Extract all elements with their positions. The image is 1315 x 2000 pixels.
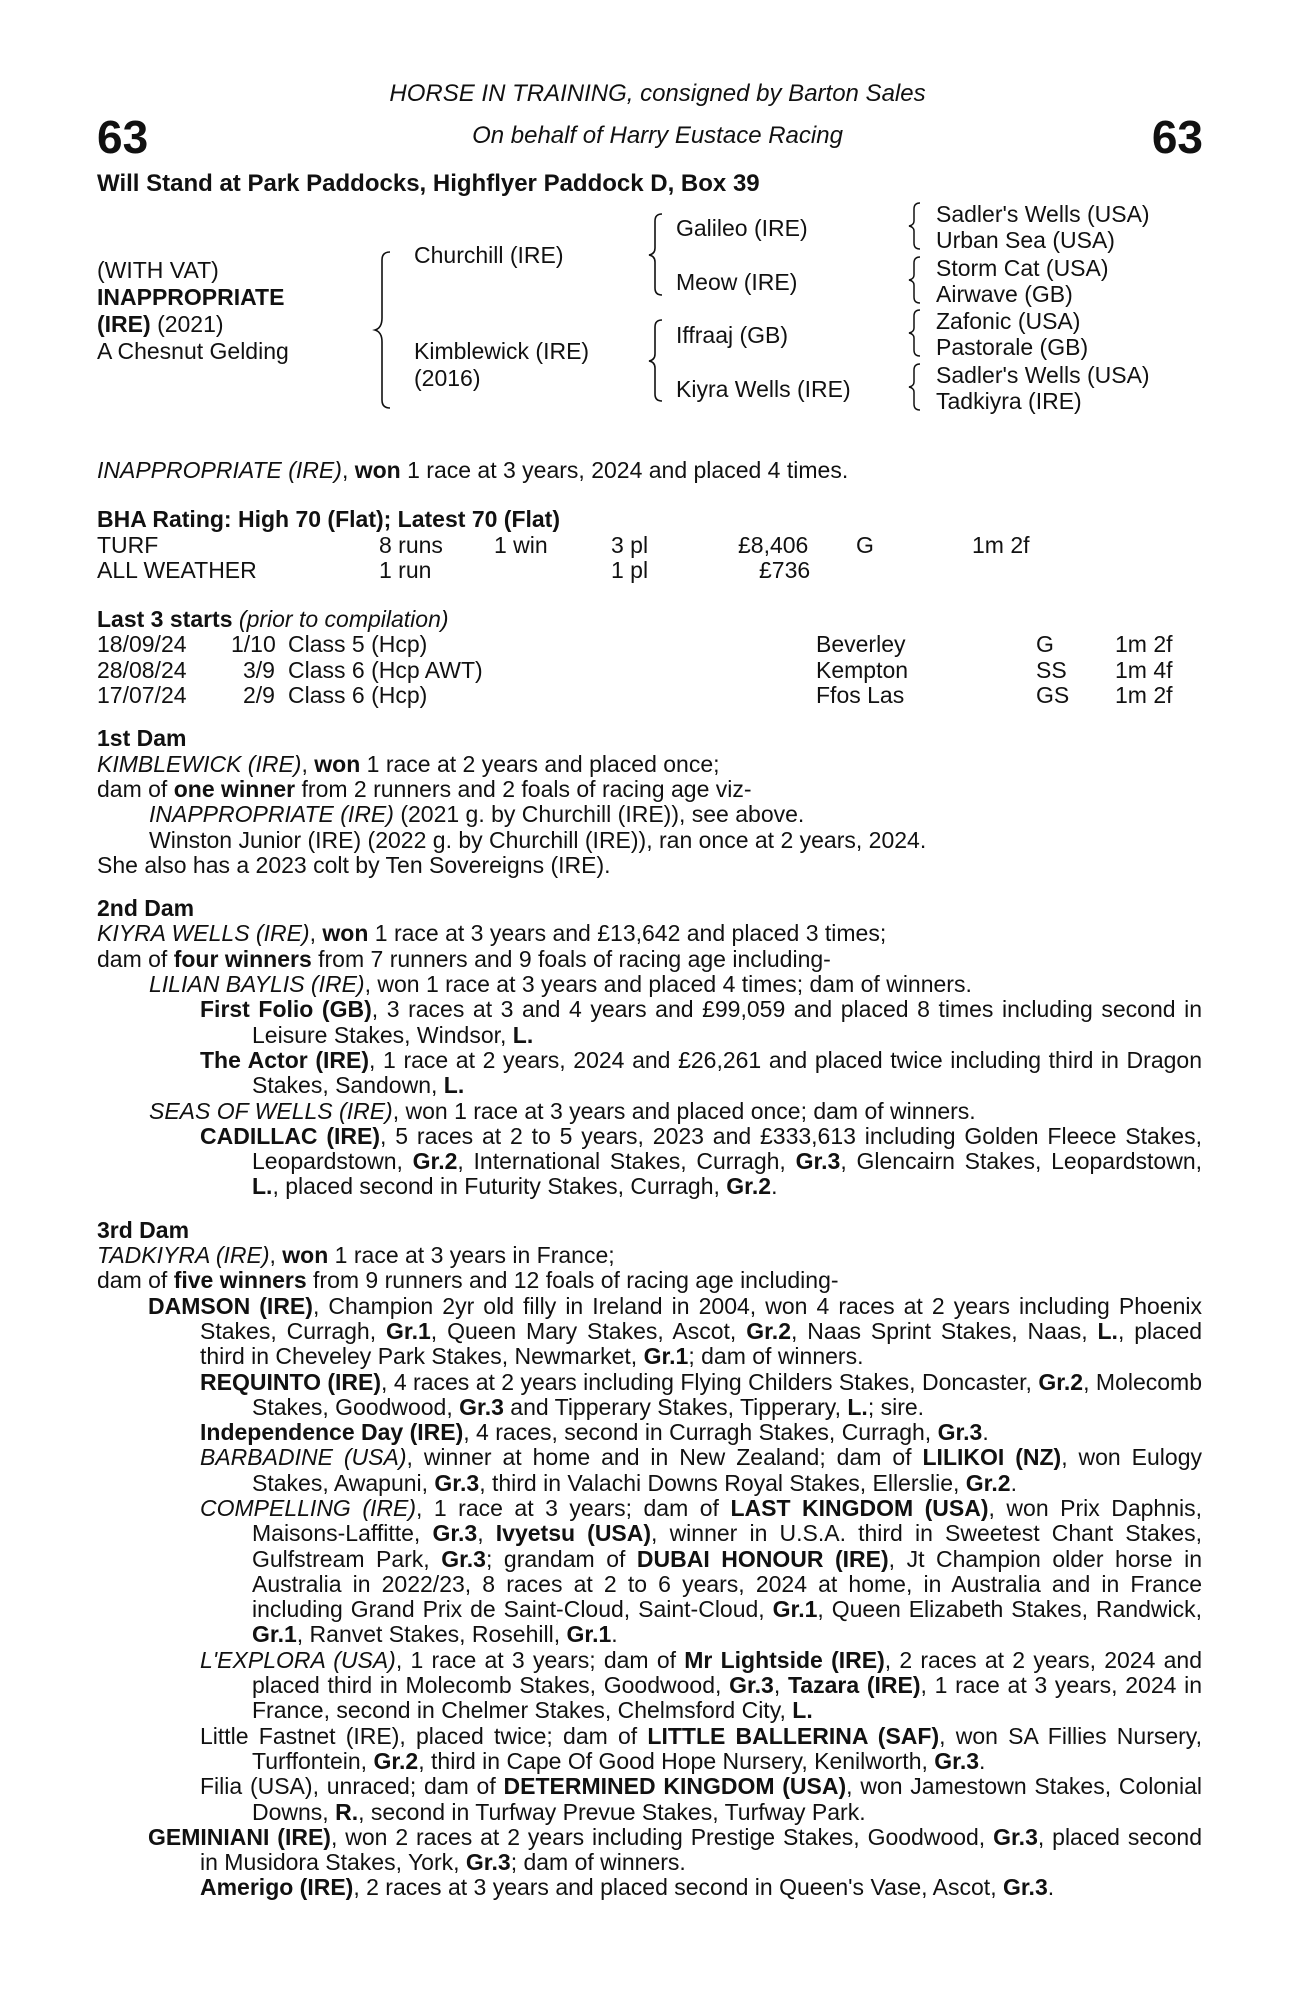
race-summary: INAPPROPRIATE (IRE), won 1 race at 3 years, 2024 and placed 4 times. (97, 457, 849, 483)
ancestor-7: Sadler's Wells (USA) (936, 362, 1150, 388)
dam-year: (2016) (414, 365, 481, 391)
produce-entry: Amerigo (IRE), 2 races at 3 years and placed second in Queen's Vase, Ascot, Gr.3. (200, 1874, 1055, 1901)
start-row: 18/09/24 1/10 Class 5 (Hcp) Beverley G 1m 2f (97, 631, 1173, 658)
pedigree-brace-main (372, 250, 394, 410)
horse-name: INAPPROPRIATE (97, 284, 285, 310)
second-dam-heading: 2nd Dam (97, 895, 195, 922)
produce-entry: First Folio (GB), 3 races at 3 and 4 years and £99,059 and placed 8 times including second in Leisure Stakes, Windsor, L. (200, 996, 1203, 1048)
produce-entry: L'EXPLORA (USA), 1 race at 3 years; dam of Mr Lightside (IRE), 2 races at 2 years, 2024 and placed third in Molecomb Stakes, Goodwood, Gr.3, Tazara (IRE), 1 race at 3 years, 2024 in France, second in Chelmer Stakes, Chelmsford City, L. (200, 1646, 1203, 1724)
ancestor-8: Tadkiyra (IRE) (936, 388, 1082, 414)
first-dam-note: She also has a 2023 colt by Ten Sovereigns (IRE). (97, 851, 611, 878)
brace-g12 (906, 201, 924, 251)
vat-note: (WITH VAT) (97, 257, 219, 283)
ancestor-6: Pastorale (GB) (936, 334, 1089, 360)
ancestor-1: Sadler's Wells (USA) (936, 201, 1150, 227)
first-dam-heading: 1st Dam (97, 725, 187, 752)
produce-entry: Winston Junior (IRE) (2022 g. by Churchill (IRE)), ran once at 2 years, 2024. (149, 826, 927, 853)
horse-year: (2021) (157, 311, 224, 337)
horse-suffix (97, 311, 224, 338)
sire-sire: Galileo (IRE) (676, 215, 808, 241)
produce-entry: COMPELLING (IRE), 1 race at 3 years; dam of LAST KINGDOM (USA), won Prix Daphnis, Maisons-Laffitte, Gr.3, Ivyetsu (USA), winner in U.S.A. third in Sweetest Chant Stakes, Gulfstream Park, Gr.3; grandam of DUBAI HONOUR (IRE), Jt Champion older horse in Australia in 2022/23, 8 races at 2 to 6 years, 2024 at home, in Australia and in France including Grand Prix de Saint-Cloud, Saint-Cloud, Gr.1, Queen Elizabeth Stakes, Randwick, Gr.1, Ranvet Stakes, Rosehill, Gr.1. (200, 1494, 1202, 1648)
sire-dam: Meow (IRE) (676, 269, 798, 295)
ancestor-5: Zafonic (USA) (936, 308, 1081, 334)
horse-description: A Chesnut Gelding (97, 338, 289, 364)
ancestor-4: Airwave (GB) (936, 281, 1073, 307)
produce-entry: Little Fastnet (IRE), placed twice; dam of LITTLE BALLERINA (SAF), won SA Fillies Nursery, Turffontein, Gr.2, third in Cape Of Good Hope Nursery, Kenilworth, Gr.3. (200, 1722, 1202, 1774)
dam-name: Kimblewick (IRE) (414, 338, 590, 364)
produce-entry: GEMINIANI (IRE), won 2 races at 2 years including Prestige Stakes, Goodwood, Gr.3, placed second in Musidora Stakes, York, Gr.3; dam of winners. (148, 1823, 1202, 1876)
second-dam-line: KIYRA WELLS (IRE), won 1 race at 3 years and £13,642 and placed 3 times; (97, 920, 887, 947)
catalogue-body (97, 458, 1202, 1901)
last-starts-heading: Last 3 starts (prior to compilation) (97, 606, 449, 633)
sire-name: Churchill (IRE) (414, 242, 564, 268)
lot-number-right: 63 (1151, 111, 1203, 163)
produce-entry: The Actor (IRE), 1 race at 2 years, 2024 and £26,261 and placed twice including third in Dragon Stakes, Sandown, L. (200, 1046, 1202, 1099)
produce-entry: CADILLAC (IRE), 5 races at 2 to 5 years, 2023 and £333,613 including Golden Fleece Stakes, Leopardstown, Gr.2, International Stakes, Curragh, Gr.3, Glencairn Stakes, Leopardstown, L., placed second in Futurity Stakes, Curragh, Gr.2. (200, 1122, 1202, 1200)
first-dam-line: KIMBLEWICK (IRE), won 1 race at 2 years and placed once; (97, 750, 720, 777)
brace-g56 (906, 308, 924, 358)
ancestor-2: Urban Sea (USA) (936, 227, 1115, 253)
produce-entry: BARBADINE (USA), winner at home and in New Zealand; dam of LILIKOI (NZ), won Eulogy Stakes, Awapuni, Gr.3, third in Valachi Downs Royal Stakes, Ellerslie, Gr.2. (200, 1444, 1202, 1496)
third-dam-produce: dam of five winners from 9 runners and 12 foals of racing age including- (97, 1267, 839, 1294)
dam-dam: Kiyra Wells (IRE) (676, 376, 851, 402)
produce-entry: REQUINTO (IRE), 4 races at 2 years including Flying Childers Stakes, Doncaster, Gr.2, Molecomb Stakes, Goodwood, Gr.3 and Tipperary Stakes, Tipperary, L.; sire. (200, 1368, 1203, 1420)
behalf-line: On behalf of Harry Eustace Racing (472, 122, 843, 149)
produce-entry: LILIAN BAYLIS (IRE), won 1 race at 3 years and placed 4 times; dam of winners. (149, 971, 972, 998)
stand-location: Will Stand at Park Paddocks, Highflyer Paddock D, Box 39 (97, 170, 760, 197)
consignor-line: HORSE IN TRAINING, consigned by Barton Sales (389, 80, 926, 107)
produce-entry: DAMSON (IRE), Champion 2yr old filly in Ireland in 2004, won 4 races at 2 years including Phoenix Stakes, Curragh, Gr.1, Queen Mary Stakes, Ascot, Gr.2, Naas Sprint Stakes, Naas, L., placed third in Cheveley Park Stakes, Newmarket, Gr.1; dam of winners. (148, 1292, 1203, 1370)
start-row: 17/07/24 2/9 Class 6 (Hcp) Ffos Las GS 1m 2f (97, 682, 1173, 709)
pedigree-brace-dam (646, 318, 666, 403)
record-row-turf: TURF 8 runs 1 win 3 pl £8,406 G 1m 2f (97, 531, 1030, 558)
produce-entry: INAPPROPRIATE (IRE) (2021 g. by Churchill (IRE)), see above. (149, 801, 805, 828)
produce-entry: Independence Day (IRE), 4 races, second in Curragh Stakes, Curragh, Gr.3. (200, 1419, 989, 1446)
produce-entry: SEAS OF WELLS (IRE), won 1 race at 3 years and placed once; dam of winners. (149, 1097, 976, 1124)
brace-g78 (906, 362, 924, 412)
horse-country: (IRE) (97, 311, 151, 337)
third-dam-heading: 3rd Dam (97, 1216, 190, 1243)
produce-entry: Filia (USA), unraced; dam of DETERMINED KINGDOM (USA), won Jamestown Stakes, Colonial Downs, R., second in Turfway Prevue Stakes, Turfway Park. (200, 1773, 1202, 1825)
bha-rating: BHA Rating: High 70 (Flat); Latest 70 (Flat) (97, 506, 560, 533)
first-dam-produce: dam of one winner from 2 runners and 2 foals of racing age viz- (97, 775, 752, 802)
pedigree-brace-sire (646, 212, 666, 297)
second-dam-produce: dam of four winners from 7 runners and 9 foals of racing age including- (97, 945, 831, 972)
brace-g34 (906, 255, 924, 305)
start-row: 28/08/24 3/9 Class 6 (Hcp AWT) Kempton SS 1m 4f (97, 656, 1173, 683)
ancestor-3: Storm Cat (USA) (936, 255, 1109, 281)
lot-number-left: 63 (97, 111, 149, 163)
record-row-aw: ALL WEATHER 1 run 1 pl £736 (97, 556, 811, 583)
dam-sire: Iffraaj (GB) (676, 322, 789, 348)
third-dam-line: TADKIYRA (IRE), won 1 race at 3 years in France; (97, 1242, 615, 1269)
